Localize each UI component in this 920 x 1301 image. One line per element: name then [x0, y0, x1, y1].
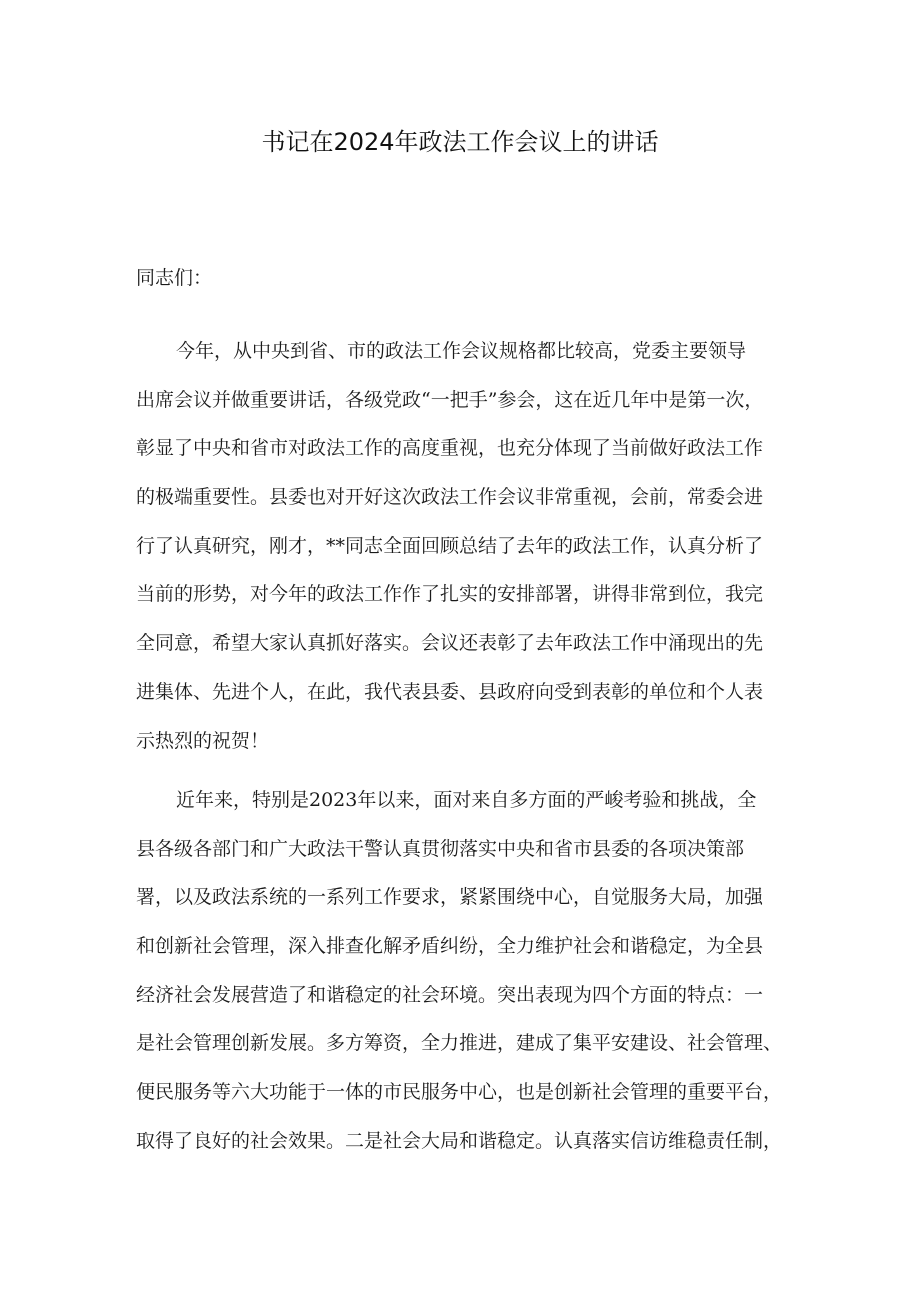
paragraph-line: 全同意，希望大家认真抓好落实。会议还表彰了去年政法工作中涌现出的先 — [136, 632, 764, 655]
paragraph-line: 出席会议并做重要讲话，各级党政“一把手”参会，这在近几年中是第一次， — [136, 388, 764, 411]
paragraph-line: 彰显了中央和省市对政法工作的高度重视，也充分体现了当前做好政法工作 — [136, 437, 764, 460]
paragraph-2 — [136, 776, 792, 1166]
paragraph-line: 进集体、先进个人，在此，我代表县委、县政府向受到表彰的单位和个人表 — [136, 680, 764, 703]
paragraph-line: 和创新社会管理，深入排查化解矛盾纠纷，全力维护社会和谐稳定，为全县 — [136, 935, 764, 958]
paragraph-line: 示热烈的祝贺！ — [136, 729, 270, 752]
paragraph-line: 是社会管理创新发展。多方筹资，全力推进，建成了集平安建设、社会管理、 — [136, 1032, 783, 1055]
paragraph-1 — [136, 327, 792, 765]
paragraph-line: 县各级各部门和广大政法干警认真贯彻落实中央和省市县委的各项决策部 — [136, 837, 745, 860]
document-title: 书记在2024年政法工作会议上的讲话 — [261, 128, 659, 156]
paragraph-line: 便民服务等六大功能于一体的市民服务中心，也是创新社会管理的重要平台， — [136, 1081, 783, 1104]
paragraph-line: 的极端重要性。县委也对开好这次政法工作会议非常重视，会前，常委会进 — [136, 486, 764, 509]
paragraph-line: 行了认真研究，刚才，**同志全面回顾总结了去年的政法工作，认真分析了 — [136, 534, 764, 557]
paragraph-line: 署，以及政法系统的一系列工作要求，紧紧围绕中心，自觉服务大局，加强 — [136, 886, 764, 909]
paragraph-line: 取得了良好的社会效果。二是社会大局和谐稳定。认真落实信访维稳责任制， — [136, 1129, 783, 1152]
paragraph-line: 今年，从中央到省、市的政法工作会议规格都比较高，党委主要领导 — [176, 340, 747, 362]
paragraph-line: 当前的形势，对今年的政法工作作了扎实的安排部署，讲得非常到位，我完 — [136, 583, 764, 606]
paragraph-line: 近年来，特别是2023年以来，面对来自多方面的严峻考验和挑战，全 — [176, 789, 757, 811]
paragraph-line: 经济社会发展营造了和谐稳定的社会环境。突出表现为四个方面的特点：一 — [136, 983, 764, 1006]
salutation: 同志们： — [136, 267, 213, 289]
